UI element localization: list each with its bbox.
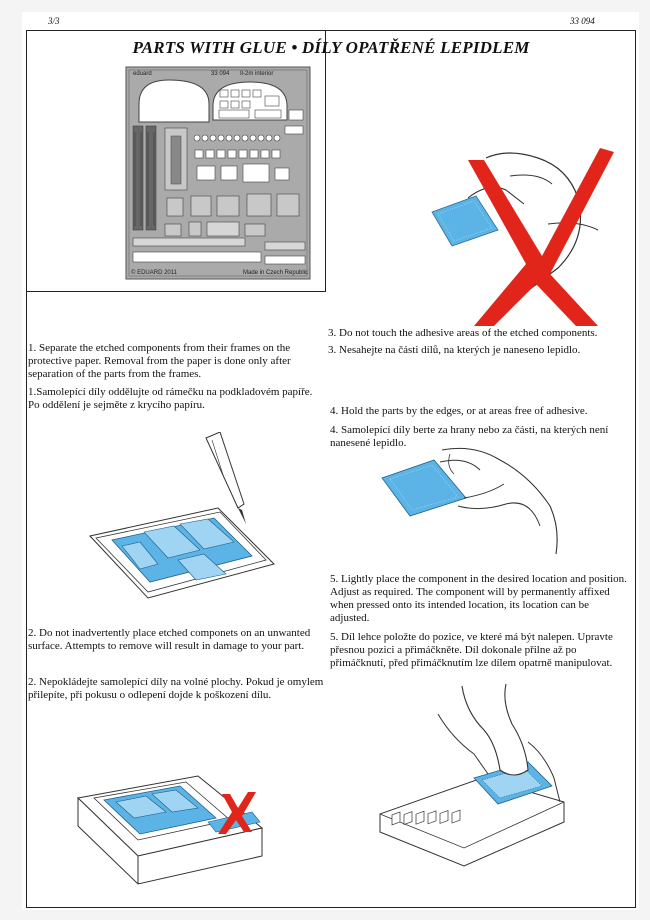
fret-origin: Made in Czech Republic xyxy=(243,270,309,276)
step-2-czech: 2. Nepokládejte samolepící díly na volné plochy. Pokud je omylem přilepíte, při pokusu o odlepení dojde k poškození dílu. xyxy=(28,676,324,701)
step-4-english: 4. Hold the parts by the edges, or at areas free of adhesive. xyxy=(330,405,588,417)
fret-code: 33 094 xyxy=(211,71,230,77)
step-4-czech: 4. Samolepící díly berte za hrany nebo za části, na kterých není nanesené lepidlo. xyxy=(330,424,609,449)
page-number: 3/3 xyxy=(48,16,60,26)
fret-copyright: © EDUARD 2011 xyxy=(131,270,177,276)
photo-etch-fret xyxy=(125,66,311,280)
step-3-english: 3. Do not touch the adhesive areas of the etched components. xyxy=(328,327,598,339)
dont-touch-adhesive-illustration xyxy=(428,138,628,330)
page-title: PARTS WITH GLUE • DÍLY OPATŘENÉ LEPIDLEM xyxy=(132,38,530,57)
step-5-english: 5. Lightly place the component in the desired location and position. Adjust as required. The component will by permanently affixed when pressed onto its intended location, its location can be adjusted. xyxy=(330,573,627,624)
fret-name: Il-2m interior xyxy=(240,71,274,77)
hold-by-edges-illustration xyxy=(380,446,570,556)
step-2-english: 2. Do not inadvertently place etched componets on an unwanted surface. Attempts to remove will result in damage to your part. xyxy=(28,627,311,652)
fret-brand: eduard xyxy=(133,71,152,77)
wrong-surface-illustration xyxy=(76,746,266,886)
press-into-place-illustration xyxy=(378,682,572,872)
step-1-czech: 1.Samolepící díly oddělujte od rámečku na podkladovém papíře. Po oddělení je sejměte z krycího papíru. xyxy=(28,386,313,411)
kit-code: 33 094 xyxy=(570,16,595,26)
cutting-illustration xyxy=(88,432,278,612)
step-3-czech: 3. Nesahejte na části dílů, na kterých je naneseno lepidlo. xyxy=(328,344,581,356)
step-5-czech: 5. Díl lehce položte do pozice, ve které má být nalepen. Upravte přesnou pozici a přimáčkněte. Díl dokonale přilne až po přimáčknutí, před přimáčknutím lze dílem opatrně manipulovat. xyxy=(330,631,613,669)
step-1-english: 1. Separate the etched components from their frames on the protective paper. Removal from the paper is done only after separation of the parts from the frames. xyxy=(28,342,291,380)
